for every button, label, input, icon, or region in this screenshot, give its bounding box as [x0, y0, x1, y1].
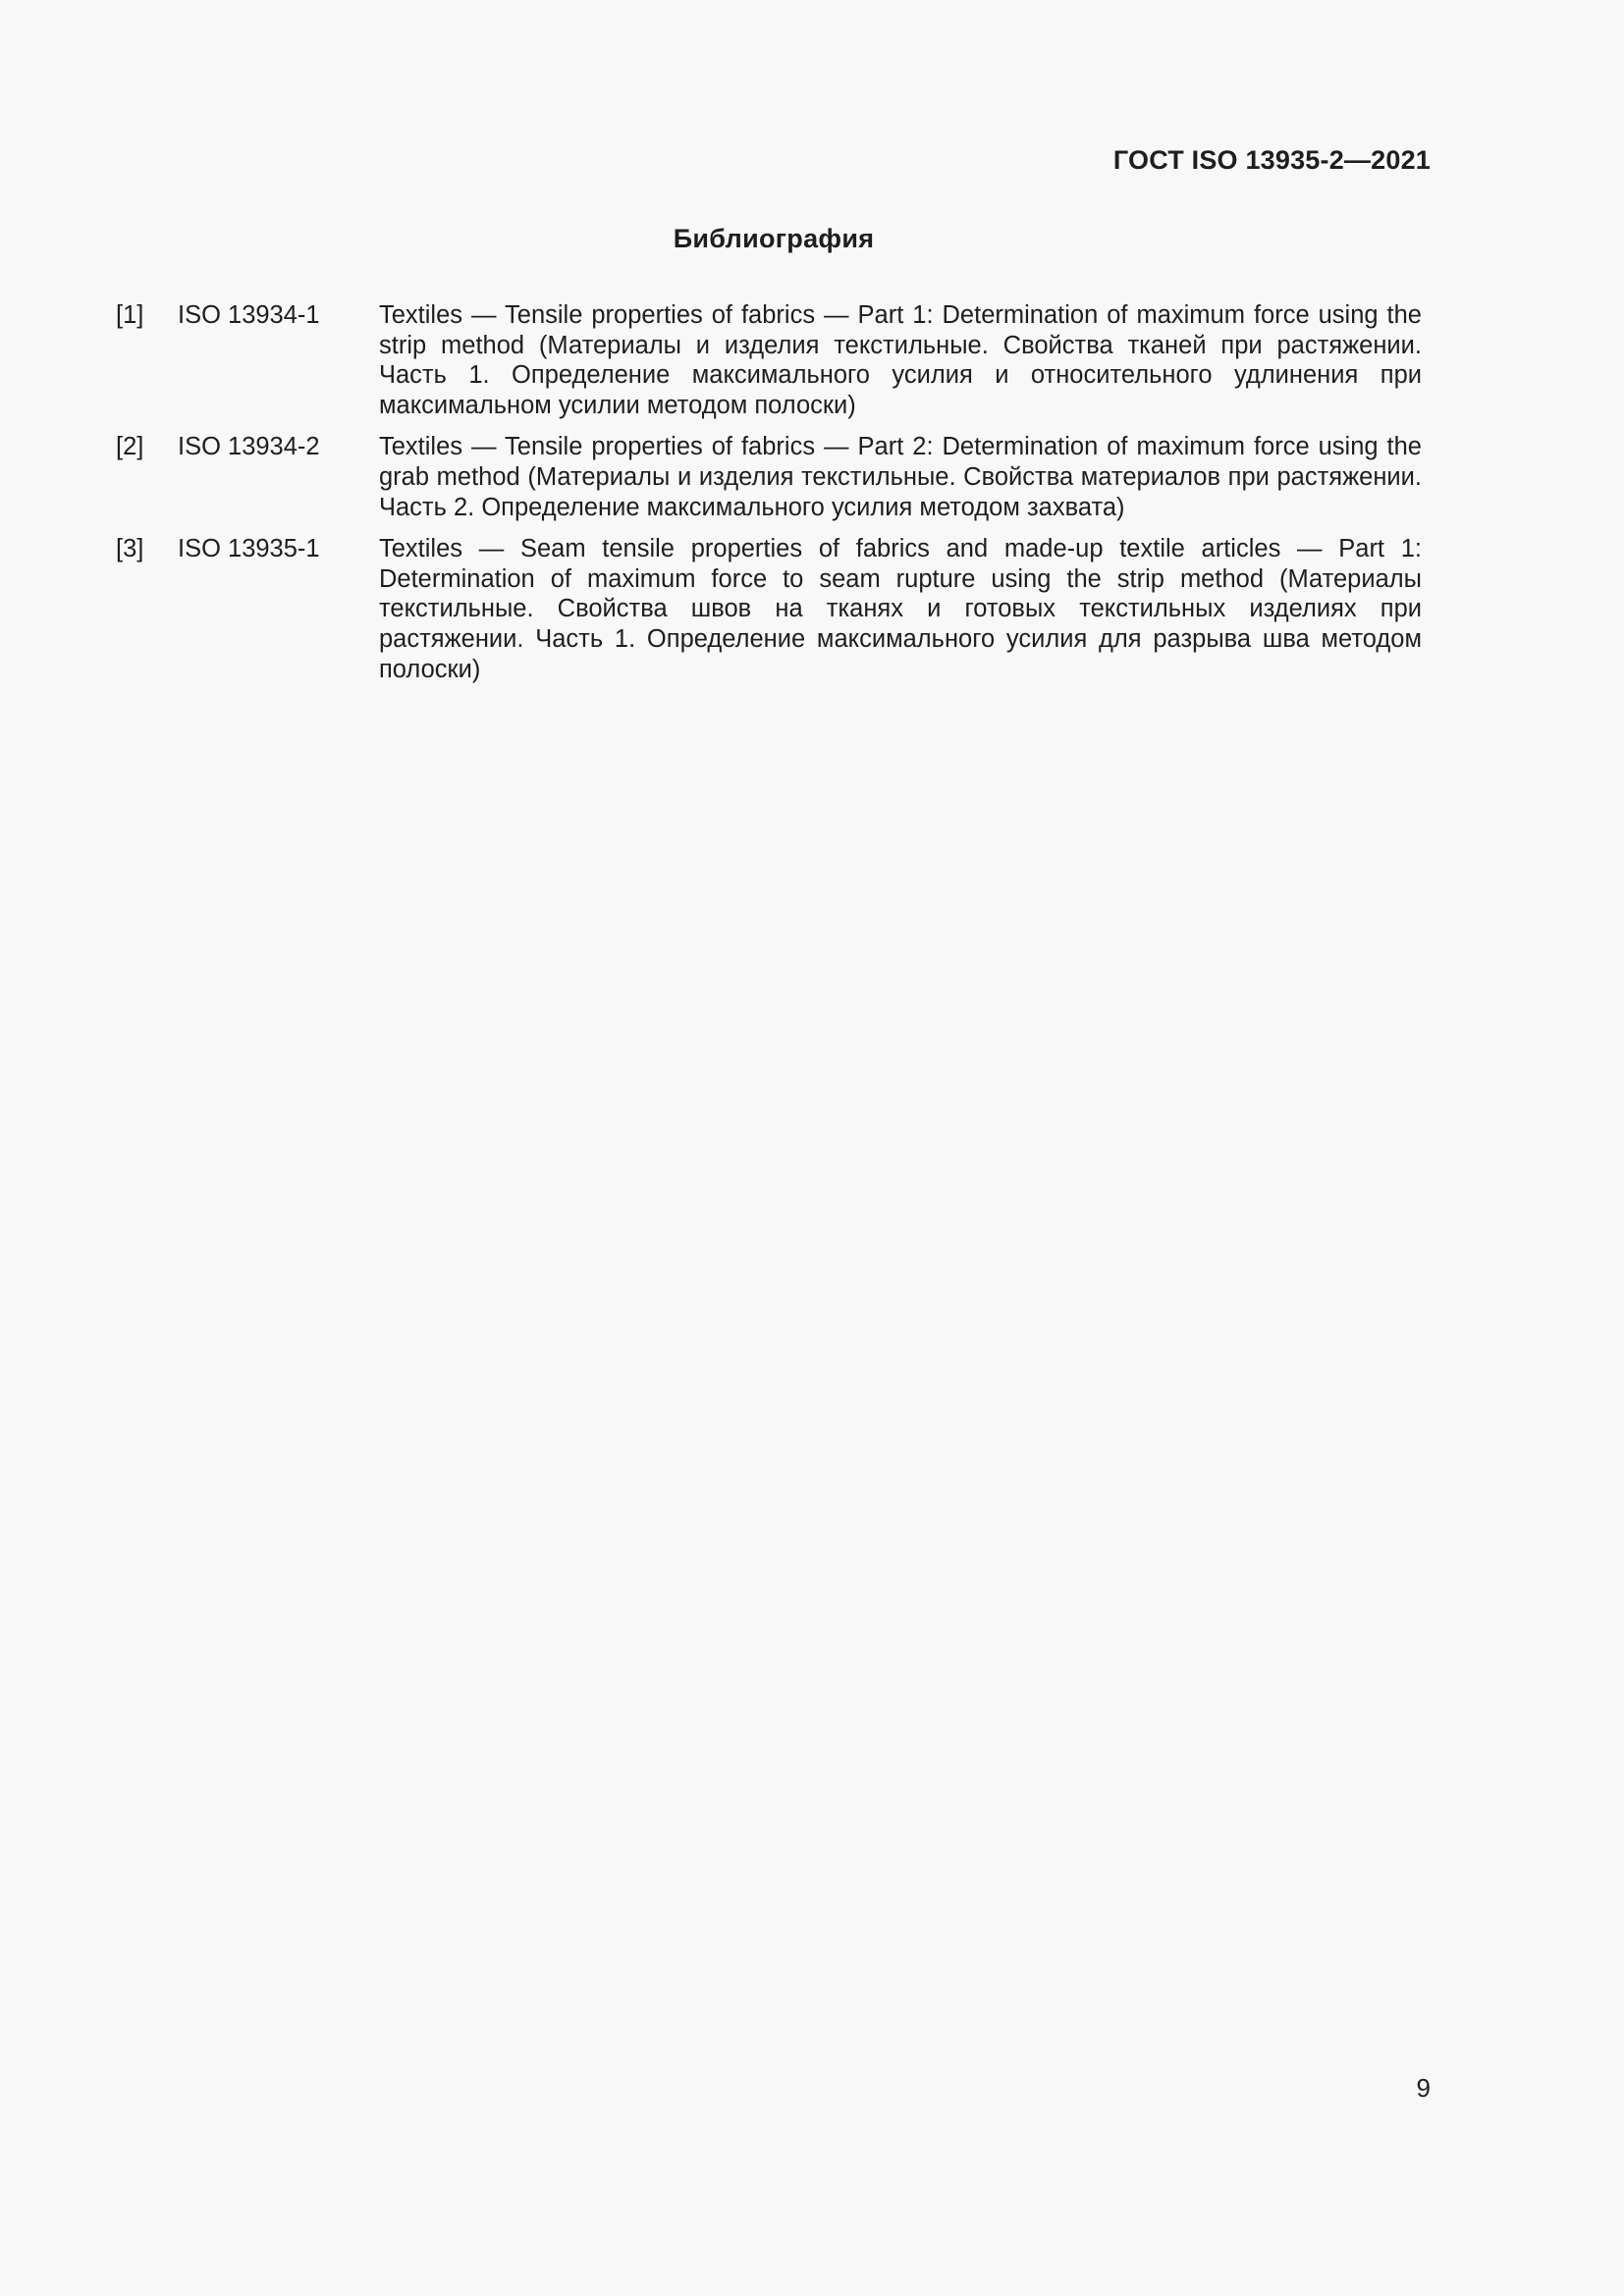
section-title: Библиография — [673, 224, 875, 253]
bibliography-entry — [116, 534, 1422, 684]
entry-number: [1] — [116, 301, 144, 329]
entry-description: Textiles — Tensile properties of fabrics — Part 2: Determination of maximum force using the grab method (Материалы и изделия текстильные. Свойства материалов при растяжении. Часть 2. Определение максимального усилия методом захвата) — [379, 433, 1422, 521]
entry-standard-code: ISO 13934-2 — [178, 433, 320, 461]
bibliography-list — [116, 300, 1422, 696]
entry-standard-code: ISO 13935-1 — [178, 535, 320, 563]
bibliography-entry — [116, 432, 1422, 522]
entry-description: Textiles — Seam tensile properties of fabrics and made-up textile articles — Part 1: Determination of maximum force to seam rupture using the strip method (Материалы текстильные. Свойства швов на тканях и готовых текстильных изделиях при растяжении. Часть 1. Определение максимального усилия для разрыва шва методом полоски) — [379, 535, 1422, 683]
entry-number: [3] — [116, 535, 144, 563]
entry-number: [2] — [116, 433, 144, 461]
page-number: 9 — [1416, 2073, 1431, 2103]
entry-standard-code: ISO 13934-1 — [178, 301, 320, 329]
entry-description: Textiles — Tensile properties of fabrics — Part 1: Determination of maximum force using the strip method (Материалы и изделия текстильные. Свойства тканей при растяжении. Часть 1. Определение максимального усилия и относительного удлинения при максимальном усилии методом полоски) — [379, 301, 1422, 419]
standard-code-header: ГОСТ ISO 13935-2—2021 — [1112, 145, 1431, 175]
bibliography-entry — [116, 300, 1422, 420]
